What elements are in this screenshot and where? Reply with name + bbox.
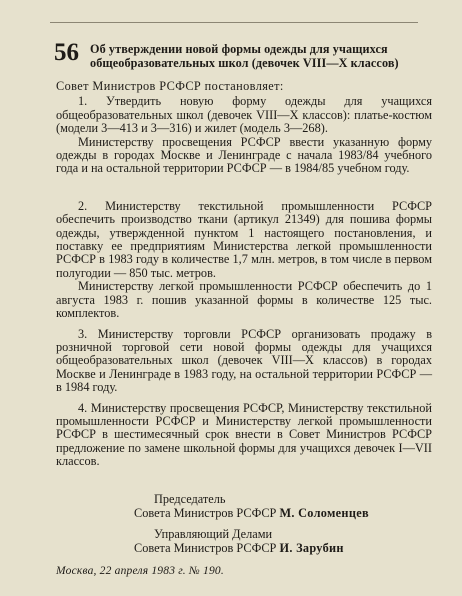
signature-name: И. Зарубин (279, 540, 344, 555)
signature-manager (56, 528, 436, 555)
signature-org: Совета Министров РСФСР (134, 540, 277, 555)
date-line: Москва, 22 апреля 1983 г. № 190. (56, 565, 224, 577)
preamble: Совет Министров РСФСР постановляет: (56, 79, 284, 93)
paragraph-1-cont: Министерству просвещения РСФСР ввести указанную форму одежды в городах Москве и Ленинграде с начала 1983/84 учебного года и на остальной территории РСФСР — в 1984/85 учебном году. (56, 134, 432, 176)
signature-org: Совета Министров РСФСР (134, 505, 277, 520)
paragraph-1: 1. Утвердить новую форму одежды для учащихся общеобразовательных школ (девочек VIII—X классов): платье-костюм (модели 3—413 и 3—316) и жилет (модель 3—268). (56, 94, 432, 136)
signature-chairman (56, 493, 436, 520)
top-rule (50, 22, 418, 23)
paragraph-2: 2. Министерству текстильной промышленности РСФСР обеспечить производство ткани (артикул 21349) для пошива формы одежды, утвержденной пунктом 1 настоящего постановления, и поставку ее предприятиям Министерства легкой промышленности РСФСР в 1983 году в количестве 1,7 млн. метров, в том числе в первом полугодии — 850 тыс. метров. (56, 198, 432, 280)
document-number: 56 (54, 39, 79, 66)
signature-title: Председатель (154, 492, 226, 506)
paragraph-3: 3. Министерству торговли РСФСР организовать продажу в розничной торговой сети новой формы одежды для учащихся общеобразовательных школ (девочек VIII—X классов) в городах Москве и Ленинграде в 1983 году, на остальной территории РСФСР — в 1984 году. (56, 326, 432, 395)
document-title: Об утверждении новой формы одежды для учащихся общеобразовательных школ (девочек VIII—X классов) (90, 42, 399, 70)
signature-name: М. Соломенцев (279, 505, 369, 520)
document-body (56, 80, 432, 469)
signature-title: Управляющий Делами (154, 527, 273, 541)
paragraph-2-cont: Министерству легкой промышленности РСФСР обеспечить до 1 августа 1983 г. пошив указанной формы в количестве 125 тыс. комплектов. (56, 279, 432, 321)
paragraph-4: 4. Министерству просвещения РСФСР, Министерству текстильной промышленности РСФСР и Министерству легкой промышленности РСФСР в шестимесячный срок внести в Совет Министров РСФСР предложение по замене школьной формы для учащихся девочек I—VII классов. (56, 400, 432, 469)
